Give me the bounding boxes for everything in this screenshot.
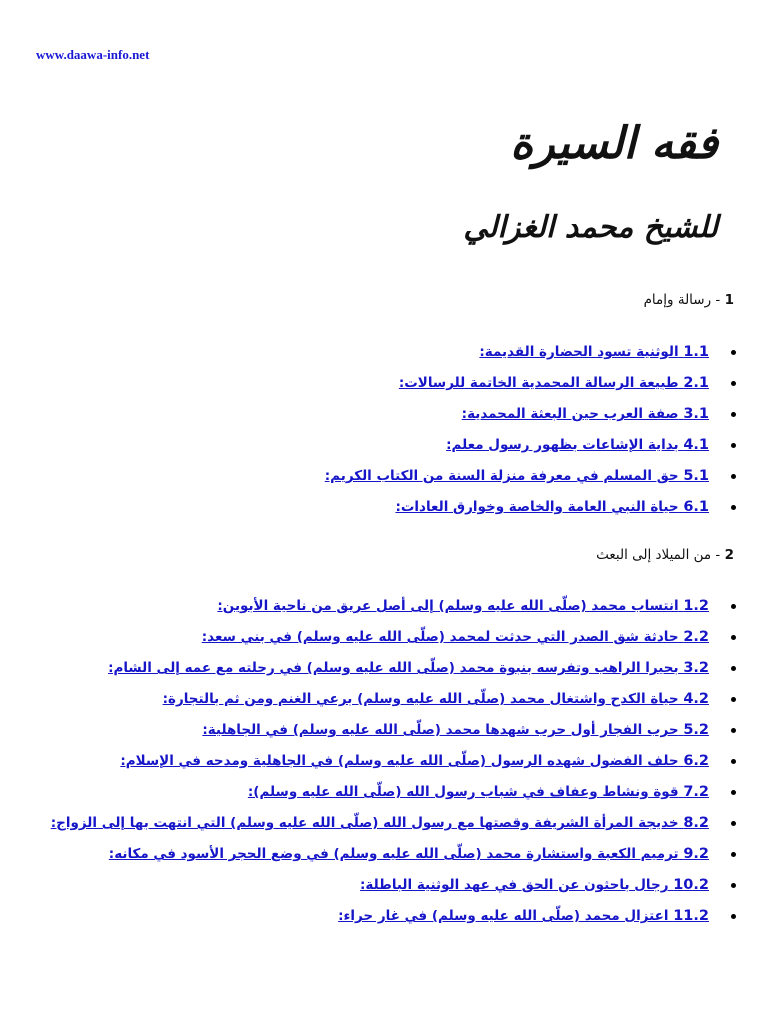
item-number: 2.1 (683, 375, 709, 391)
bullet-icon (731, 604, 736, 609)
item-title: بحيرا الراهب وتفرسه بنبوة محمد (صلّى الله عليه وسلم) في رحلته مع عمه إلى الشام: (108, 660, 679, 676)
item-number: 10.2 (673, 877, 709, 893)
book-title: فقه السيرة (510, 118, 718, 169)
list-item (325, 492, 736, 523)
bullet-icon (731, 381, 736, 386)
item-title: خديجة المرأة الشريفة وقصتها مع رسول الله (صلّى الله عليه وسلم) التي انتهت بها إلى الزواج: (50, 815, 679, 831)
toc-link[interactable] (338, 908, 709, 924)
bullet-icon (731, 821, 736, 826)
toc-link[interactable] (325, 468, 709, 484)
item-title: حياة الكدح واشتغال محمد (صلّى الله عليه وسلم) برعي الغنم ومن ثم بالتجارة: (162, 691, 679, 707)
list-item (51, 653, 736, 684)
toc-link[interactable] (248, 784, 709, 800)
list-item (51, 777, 736, 808)
section-heading-1 (644, 292, 734, 308)
bullet-icon (731, 914, 736, 919)
list-item (51, 839, 736, 870)
bullet-icon (731, 697, 736, 702)
item-number: 1.1 (683, 344, 709, 360)
toc-link[interactable] (202, 629, 709, 645)
toc-link[interactable] (479, 344, 709, 360)
item-number: 4.1 (683, 437, 709, 453)
bullet-icon (731, 474, 736, 479)
bullet-icon (731, 790, 736, 795)
item-number: 8.2 (683, 815, 709, 831)
toc-link[interactable] (163, 691, 709, 707)
item-number: 9.2 (683, 846, 709, 862)
bullet-icon (731, 883, 736, 888)
item-title: بداية الإشاعات بظهور رسول معلم: (446, 437, 679, 453)
bullet-icon (731, 635, 736, 640)
toc-link[interactable] (51, 815, 709, 831)
section-number: 1 (724, 292, 734, 308)
bullet-icon (731, 728, 736, 733)
item-title: حرب الفجار أول حرب شهدها محمد (صلّى الله عليه وسلم) في الجاهلية: (202, 722, 679, 738)
list-item (51, 591, 736, 622)
list-item (325, 430, 736, 461)
toc-link[interactable] (446, 437, 709, 453)
item-title: حلف الفضول شهده الرسول (صلّى الله عليه وسلم) في الجاهلية ومدحه في الإسلام: (120, 753, 679, 769)
list-item (51, 901, 736, 932)
toc-link[interactable] (108, 660, 709, 676)
toc-link[interactable] (109, 846, 709, 862)
bullet-icon (731, 350, 736, 355)
item-number: 2.2 (683, 629, 709, 645)
item-title: حق المسلم في معرفة منزلة السنة من الكتاب الكريم: (324, 468, 679, 484)
bullet-icon (731, 505, 736, 510)
item-number: 4.2 (683, 691, 709, 707)
section-title: - من الميلاد إلى البعث (596, 547, 721, 563)
item-title: قوة ونشاط وعفاف في شباب رسول الله (صلّى الله عليه وسلم): (247, 784, 679, 800)
bullet-icon (731, 443, 736, 448)
toc-list-section-2 (51, 591, 736, 932)
item-title: اعتزال محمد (صلّى الله عليه وسلم) في غار حراء: (338, 908, 669, 924)
list-item (325, 399, 736, 430)
list-item (51, 684, 736, 715)
bullet-icon (731, 666, 736, 671)
item-number: 5.1 (683, 468, 709, 484)
toc-link[interactable] (399, 375, 709, 391)
item-number: 7.2 (683, 784, 709, 800)
toc-list-section-1 (325, 337, 736, 523)
list-item (51, 746, 736, 777)
author-name: للشيخ محمد الغزالي (463, 210, 718, 245)
list-item (51, 622, 736, 653)
toc-link[interactable] (217, 598, 709, 614)
site-url-link[interactable]: www.daawa-info.net (36, 47, 150, 62)
item-number: 6.1 (683, 499, 709, 515)
toc-link[interactable] (462, 406, 709, 422)
item-number: 6.2 (683, 753, 709, 769)
list-item (325, 368, 736, 399)
item-title: انتساب محمد (صلّى الله عليه وسلم) إلى أصل عريق من ناحية الأبوين: (217, 598, 679, 614)
item-title: ترميم الكعبة واستشارة محمد (صلّى الله عليه وسلم) في وضع الحجر الأسود في مكانه: (108, 846, 679, 862)
item-title: رجال باحثون عن الحق في عهد الوثنية الباطلة: (360, 877, 669, 893)
bullet-icon (731, 852, 736, 857)
section-number: 2 (724, 547, 734, 563)
list-item (51, 808, 736, 839)
toc-link[interactable] (120, 753, 709, 769)
item-number: 11.2 (673, 908, 709, 924)
item-title: حياة النبي العامة والخاصة وخوارق العادات: (395, 499, 679, 515)
toc-link[interactable] (395, 499, 709, 515)
item-number: 3.1 (683, 406, 709, 422)
list-item (325, 461, 736, 492)
item-title: الوثنية تسود الحضارة القديمة: (479, 344, 679, 360)
section-heading-2 (596, 547, 734, 563)
toc-link[interactable] (202, 722, 709, 738)
toc-link[interactable] (360, 877, 709, 893)
item-title: صفة العرب حين البعثة المحمدية: (461, 406, 679, 422)
bullet-icon (731, 759, 736, 764)
section-title: - رسالة وإمام (643, 292, 721, 308)
item-title: حادثة شق الصدر التي حدثت لمحمد (صلّى الله عليه وسلم) في بني سعد: (201, 629, 679, 645)
item-number: 5.2 (683, 722, 709, 738)
list-item (51, 870, 736, 901)
item-title: طبيعة الرسالة المحمدية الخاتمة للرسالات: (398, 375, 679, 391)
item-number: 1.2 (683, 598, 709, 614)
list-item (325, 337, 736, 368)
item-number: 3.2 (683, 660, 709, 676)
list-item (51, 715, 736, 746)
bullet-icon (731, 412, 736, 417)
